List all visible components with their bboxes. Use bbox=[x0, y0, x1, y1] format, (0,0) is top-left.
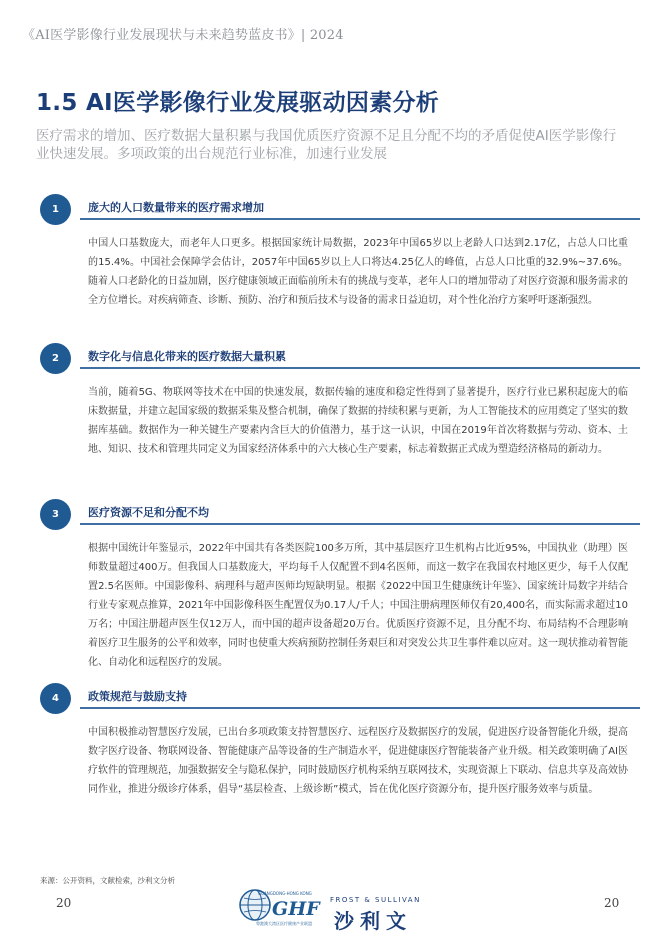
section-number-badge: 4 bbox=[40, 683, 71, 714]
section-title: 数字化与信息化带来的医疗数据大量积累 bbox=[88, 350, 286, 363]
ghf-logo-top-text: GUANGDONG-HONG KONG bbox=[258, 891, 312, 896]
page-subtitle: 医疗需求的增加、医疗数据大量积累与我国优质医疗资源不足且分配不均的矛盾促使AI医学影像行业快速发展。多项政策的出台规范行业标准，加速行业发展 bbox=[36, 128, 617, 162]
page-title: 1.5 AI医学影像行业发展驱动因素分析 bbox=[36, 90, 440, 116]
section-number-badge: 3 bbox=[40, 499, 71, 530]
page-number-right: 20 bbox=[604, 896, 620, 910]
section-number-badge: 1 bbox=[40, 194, 71, 225]
section-body: 根据中国统计年鉴显示，2022年中国共有各类医院100多万所，其中基层医疗卫生机构占比近95%，中国执业（助理）医师数量超过400万。但我国人口基数庞大，平均每千人仅配置不到4名医师，而这一数字在我国农村地区更少，每千人仅配置2.5名医师。中国影像科、病理科与超声医师均短缺明显。根据《2022中国卫生健康统计年鉴》、国家统计局数字并结合行业专家观点推算，2021年中国影像科医生配置仅为0.17人/千人；中国注册病理医师仅有20,400名，而实际需求超过10万名；中国注册超声医生仅12万人，而中国的超声设备超20万台。优质医疗资源不足，且分配不均、布局结构不合理影响着医疗卫生服务的公平和效率，同时也使重大疾病预防控制任务艰巨和对突发公共卫生事件难以应对。这一现状推动着智能化、自动化和远程医疗的发展。 bbox=[88, 543, 628, 668]
ghf-logo-subtext: 粤港澳大湾区医疗健康产业联盟 bbox=[256, 921, 312, 926]
page-number-left: 20 bbox=[56, 896, 72, 910]
section-body: 当前，随着5G、物联网等技术在中国的快速发展，数据传输的速度和稳定性得到了显著提升，医疗行业已累积起庞大的临床数据量，并建立起国家级的数据采集及整合机制，确保了数据的持续积累与更新，为人工智能技术的应用奠定了坚实的数据库基础。数据作为一种关键生产要素内含巨大的价值潜力，基于这一认识，中国在2019年首次将数据与劳动、资本、土地、知识、技术和管理共同定义为国家经济体系中的六大核心生产要素，标志着数据正式成为塑造经济格局的新动力。 bbox=[88, 387, 628, 455]
section-body: 中国人口基数庞大，而老年人口更多。根据国家统计局数据，2023年中国65岁以上老龄人口达到2.17亿，占总人口比重的15.4%。中国社会保障学会估计，2057年中国65岁以上人口将达4.25亿人的峰值，占总人口比重的32.9%~37.6%。随着人口老龄化的日益加剧，医疗健康领域正面临前所未有的挑战与变革，老年人口的增加带动了对医疗资源和服务需求的全方位增长。对疾病筛查、诊断、预防、治疗和预后技术与设备的需求日益迫切，对个性化治疗方案呼吁逐渐强烈。 bbox=[88, 238, 628, 306]
section-number-badge: 2 bbox=[40, 343, 71, 374]
frost-sullivan-logo-english: FROST & SULLIVAN bbox=[330, 896, 421, 904]
ghf-logo-text: GHF bbox=[272, 898, 320, 920]
section-title: 政策规范与鼓励支持 bbox=[88, 690, 187, 703]
section-title: 医疗资源不足和分配不均 bbox=[88, 506, 209, 519]
frost-sullivan-logo-chinese: 沙利文 bbox=[334, 909, 412, 933]
source-note: 来源：公开资料，文献检索，沙利文分析 bbox=[40, 876, 175, 885]
section-title: 庞大的人口数量带来的医疗需求增加 bbox=[88, 201, 264, 214]
section-body: 中国积极推动智慧医疗发展，已出台多项政策支持智慧医疗、远程医疗及数据医疗的发展，促进医疗设备智能化升级，提高数字医疗设备、物联网设备、智能健康产品等设备的生产制造水平，促进健康医疗智能装备产业升级。相关政策明确了AI医疗软件的管理规范，加强数据安全与隐私保护，同时鼓励医疗机构采纳互联网技术，实现资源上下联动、信息共享及高效协同作业，推进分级诊疗体系，倡导“基层检查、上级诊断”模式，旨在优化医疗资源分布，提升医疗服务效率与质量。 bbox=[88, 727, 628, 795]
section-divider bbox=[80, 218, 640, 220]
report-header: 《AI医学影像行业发展现状与未来趋势蓝皮书》| 2024 bbox=[22, 28, 344, 43]
section-divider bbox=[80, 367, 640, 369]
section-divider bbox=[80, 707, 640, 709]
section-divider bbox=[80, 523, 640, 525]
